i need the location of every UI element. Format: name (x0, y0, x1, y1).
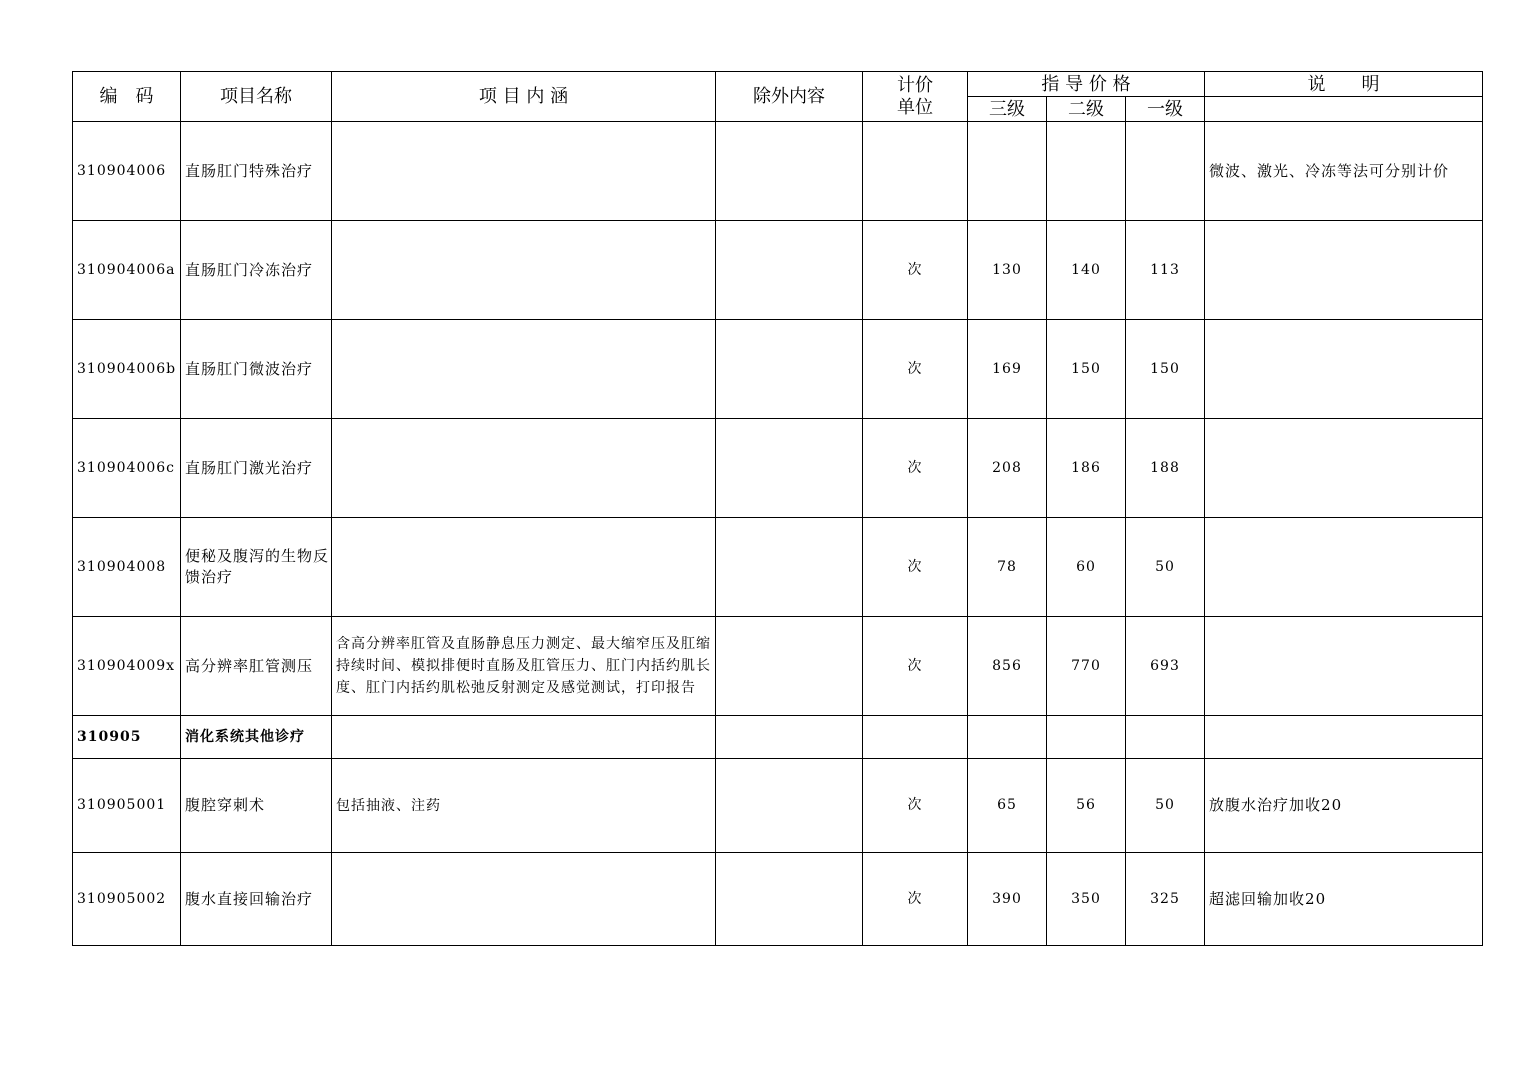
cell-content (332, 518, 716, 617)
cell-price-level2: 186 (1047, 419, 1126, 518)
cell-exclusions (716, 122, 863, 221)
cell-code: 310905002 (73, 853, 181, 946)
table-row (73, 419, 1483, 518)
cell-note (1205, 617, 1483, 716)
cell-code: 310904008 (73, 518, 181, 617)
header-price-group: 指 导 价 格 (968, 72, 1205, 97)
cell-exclusions (716, 759, 863, 853)
cell-content (332, 853, 716, 946)
cell-price-level2: 350 (1047, 853, 1126, 946)
cell-code: 310904006 (73, 122, 181, 221)
table-row (73, 320, 1483, 419)
cell-note: 超滤回输加收20 (1205, 853, 1483, 946)
cell-content: 含高分辨率肛管及直肠静息压力测定、最大缩窄压及肛缩持续时间、模拟排便时直肠及肛管压力、肛门内括约肌长度、肛门内括约肌松弛反射测定及感觉测试，打印报告 (332, 617, 716, 716)
cell-name: 便秘及腹泻的生物反馈治疗 (181, 518, 332, 617)
cell-price-level3: 208 (968, 419, 1047, 518)
cell-note (1205, 221, 1483, 320)
cell-note (1205, 716, 1483, 759)
cell-name: 腹水直接回输治疗 (181, 853, 332, 946)
table-row (73, 759, 1483, 853)
cell-note: 放腹水治疗加收20 (1205, 759, 1483, 853)
table-row (73, 853, 1483, 946)
header-notes-blank (1205, 97, 1483, 122)
header-unit (863, 72, 968, 122)
table-row (73, 221, 1483, 320)
cell-unit: 次 (863, 320, 968, 419)
cell-note (1205, 419, 1483, 518)
cell-exclusions (716, 853, 863, 946)
cell-price-level3 (968, 716, 1047, 759)
cell-unit (863, 122, 968, 221)
cell-price-level3: 65 (968, 759, 1047, 853)
header-unit-line1: 计价 (897, 74, 933, 96)
header-level2: 二级 (1047, 97, 1126, 122)
cell-exclusions (716, 221, 863, 320)
cell-unit: 次 (863, 518, 968, 617)
header-name: 项目名称 (181, 72, 332, 122)
cell-code: 310905 (73, 716, 181, 759)
cell-price-level2: 140 (1047, 221, 1126, 320)
table-row (73, 617, 1483, 716)
cell-price-level3: 390 (968, 853, 1047, 946)
cell-content: 包括抽液、注药 (332, 759, 716, 853)
cell-price-level1: 693 (1126, 617, 1205, 716)
header-content: 项 目 内 涵 (332, 72, 716, 122)
cell-content (332, 419, 716, 518)
cell-name: 消化系统其他诊疗 (181, 716, 332, 759)
table-row (73, 122, 1483, 221)
cell-exclusions (716, 716, 863, 759)
cell-name: 高分辨率肛管测压 (181, 617, 332, 716)
table-row (73, 518, 1483, 617)
cell-exclusions (716, 419, 863, 518)
cell-price-level1: 188 (1126, 419, 1205, 518)
cell-unit: 次 (863, 853, 968, 946)
cell-exclusions (716, 617, 863, 716)
table-body (73, 122, 1483, 946)
cell-exclusions (716, 320, 863, 419)
cell-note (1205, 518, 1483, 617)
header-level1: 一级 (1126, 97, 1205, 122)
cell-price-level2: 56 (1047, 759, 1126, 853)
cell-content (332, 122, 716, 221)
cell-name: 腹腔穿刺术 (181, 759, 332, 853)
cell-price-level3: 78 (968, 518, 1047, 617)
section-row (73, 716, 1483, 759)
cell-code: 310905001 (73, 759, 181, 853)
cell-price-level2 (1047, 122, 1126, 221)
cell-price-level1: 150 (1126, 320, 1205, 419)
table-header (73, 72, 1483, 122)
cell-name: 直肠肛门激光治疗 (181, 419, 332, 518)
cell-code: 310904009x (73, 617, 181, 716)
cell-price-level1: 113 (1126, 221, 1205, 320)
cell-content (332, 320, 716, 419)
cell-unit: 次 (863, 221, 968, 320)
cell-price-level3: 130 (968, 221, 1047, 320)
price-table (72, 71, 1483, 946)
header-notes: 说 明 (1205, 72, 1483, 97)
cell-price-level2 (1047, 716, 1126, 759)
cell-unit: 次 (863, 419, 968, 518)
cell-name: 直肠肛门冷冻治疗 (181, 221, 332, 320)
cell-unit: 次 (863, 617, 968, 716)
cell-name: 直肠肛门微波治疗 (181, 320, 332, 419)
cell-price-level1: 50 (1126, 518, 1205, 617)
cell-unit (863, 716, 968, 759)
cell-price-level3: 856 (968, 617, 1047, 716)
header-level3: 三级 (968, 97, 1047, 122)
cell-price-level1: 325 (1126, 853, 1205, 946)
cell-price-level1 (1126, 716, 1205, 759)
cell-note (1205, 320, 1483, 419)
cell-unit: 次 (863, 759, 968, 853)
cell-note: 微波、激光、冷冻等法可分别计价 (1205, 122, 1483, 221)
cell-code: 310904006a (73, 221, 181, 320)
cell-code: 310904006c (73, 419, 181, 518)
cell-price-level1 (1126, 122, 1205, 221)
cell-price-level3 (968, 122, 1047, 221)
cell-name: 直肠肛门特殊治疗 (181, 122, 332, 221)
cell-code: 310904006b (73, 320, 181, 419)
header-code: 编 码 (73, 72, 181, 122)
cell-exclusions (716, 518, 863, 617)
header-exclusions: 除外内容 (716, 72, 863, 122)
cell-price-level2: 60 (1047, 518, 1126, 617)
cell-price-level3: 169 (968, 320, 1047, 419)
cell-content (332, 221, 716, 320)
cell-content (332, 716, 716, 759)
cell-price-level2: 770 (1047, 617, 1126, 716)
cell-price-level1: 50 (1126, 759, 1205, 853)
cell-price-level2: 150 (1047, 320, 1126, 419)
header-unit-line2: 单位 (897, 96, 933, 118)
